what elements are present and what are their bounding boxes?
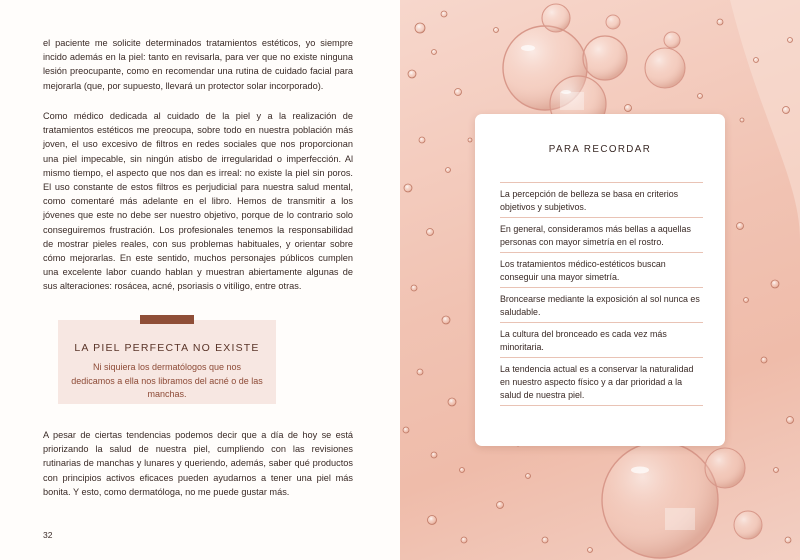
list-item [500, 217, 703, 252]
paragraph-3: A pesar de ciertas tendencias podemos decir que a día de hoy se está priorizando la salud de nuestra piel, cumpliendo con las revisiones rutinarias de manchas y lunares y queriendo, además, saber qué productos con principios activos eficaces pueden ayudarnos a tener una piel más bonita. Y esto, como dermatóloga, no me puede gustar más. [43, 430, 353, 497]
page-number: 32 [43, 530, 53, 540]
paragraph-1: el paciente me solicite determinados tratamientos estéticos, yo siempre incido además en la piel: tanto en revisarla, para ver que no existe ninguna lesión preocupante, como en recomendar una rutina de cuidado facial para mejorarla (que, por supuesto, llevará un protector solar incorporado). [43, 38, 353, 91]
callout-text: Ni siquiera los dermatólogos que nos dedicamos a ella nos libramos del acné o de las manchas. [71, 362, 263, 399]
card-title: PARA RECORDAR [548, 144, 652, 155]
callout-tab-decoration [140, 315, 194, 324]
list-item-text: En general, consideramos más bellas a aquellas personas con mayor simetría en el rostro. [500, 224, 691, 247]
list-item-text: La tendencia actual es a conservar la naturalidad en nuestro aspecto físico y a dar prioridad a la salud de nuestra piel. [500, 364, 694, 400]
reminder-card [475, 114, 725, 446]
list-item [500, 287, 703, 322]
list-item [500, 322, 703, 357]
list-item [500, 182, 703, 217]
list-item-text: Broncearse mediante la exposición al sol nunca es saludable. [500, 294, 700, 317]
list-item-text: Los tratamientos médico-estéticos buscan conseguir una mayor simetría. [500, 259, 666, 282]
paragraph-2: Como médico dedicada al cuidado de la piel y a la realización de tratamientos estéticos me preocupa, sobre todo en nuestra población más joven, el uso excesivo de filtros en redes sociales que nos proporcionan una piel impecable, sin ningún atisbo de irregularidad o imperfección. Al mismo tiempo, el aspecto que nos dan es irreal: no existe la piel sin poros. El uso constante de estos filtros es perjudicial para nuestra salud mental, como comentaré más adelante en el libro. Hemos de transmitir a los jóvenes que este no debe ser nuestro objetivo, porque de lo contrario solo conseguiremos frustración. Los profesionales tenemos la responsabilidad de mostrar pieles reales, con sus problemas habituales, y orientar sobre cómo mejorarlas. En este sentido, muchos personajes públicos cumplen una excelente labor cuando hablan y muestran abiertamente algunas de sus alteraciones: rosácea, acné, psoriasis o vitíligo, entre otras. [43, 111, 353, 292]
list-item [500, 357, 703, 406]
list-item-text: La cultura del bronceado es cada vez más minoritaria. [500, 329, 667, 352]
list-item-text: La percepción de belleza se basa en criterios objetivos y subjetivos. [500, 189, 679, 212]
callout-title: LA PIEL PERFECTA NO EXISTE [74, 342, 260, 354]
list-item [500, 252, 703, 287]
callout-box [58, 320, 276, 404]
reminder-list [500, 182, 703, 406]
